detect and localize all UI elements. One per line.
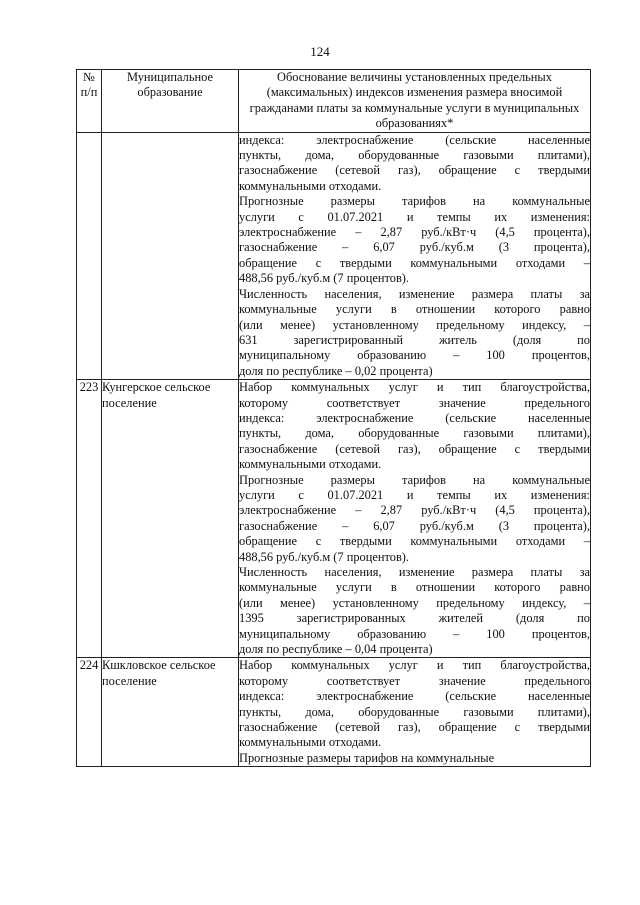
text-line: (или менее) установленному предельному индексу, – <box>239 317 590 332</box>
row-number: 223 <box>77 380 102 658</box>
text-line: Численность населения, изменение размера платы за <box>239 565 590 579</box>
justification-cell <box>239 380 591 658</box>
justification-paragraph <box>239 658 590 750</box>
table-row <box>77 658 591 767</box>
text-line: пункты, дома, оборудованные газовыми плитами), <box>239 148 590 163</box>
text-line: электроснабжение – 2,87 руб./кВт·ч (4,5 процента), <box>239 503 590 518</box>
justification-cell <box>239 658 591 767</box>
table-header-row <box>77 70 591 133</box>
text-line: пункты, дома, оборудованные газовыми плитами), <box>239 426 590 441</box>
text-line: услуги с 01.07.2021 и темпы их изменения: <box>239 209 590 224</box>
text-line: газоснабжение – 6,07 руб./куб.м (3 процента), <box>239 518 590 533</box>
text-line: муниципальному образованию – 100 процентов, <box>239 348 590 363</box>
text-line: обращение с твердыми коммунальными отходами – <box>239 534 590 549</box>
text-line: пункты, дома, оборудованные газовыми плитами), <box>239 704 590 719</box>
text-line: услуги с 01.07.2021 и темпы их изменения: <box>239 487 590 502</box>
text-line: доля по республике – 0,02 процента) <box>239 363 433 378</box>
text-line: обращение с твердыми коммунальными отходами – <box>239 255 590 270</box>
text-line: Численность населения, изменение размера платы за <box>239 286 590 301</box>
header-num: № п/п <box>77 70 102 133</box>
row-number: 224 <box>77 658 102 767</box>
text-line: муниципальному образованию – 100 процентов, <box>239 626 590 641</box>
text-line: которому соответствует значение предельного <box>239 395 590 410</box>
text-line: коммунальные услуги в отношении которого равно <box>239 302 590 317</box>
municipality-name <box>102 132 239 380</box>
justification-paragraph <box>239 194 590 286</box>
text-line: 631 зарегистрированный житель (доля по <box>239 332 590 347</box>
text-line: Набор коммунальных услуг и тип благоустройства, <box>239 658 590 673</box>
text-line: Прогнозные размеры тарифов на коммунальные <box>239 750 495 765</box>
header-justification: Обоснование величины установленных предельных (максимальных) индексов изменения размера вносимой гражданами платы за коммунальные услуги в муниципальных образованиях* <box>239 70 591 133</box>
text-line: 488,56 руб./куб.м (7 процентов). <box>239 271 410 286</box>
text-line: коммунальными отходами. <box>239 178 382 193</box>
table-row <box>77 132 591 380</box>
tariff-table <box>76 69 591 767</box>
justification-paragraph <box>239 473 590 565</box>
text-line: 1395 зарегистрированных жителей (доля по <box>239 611 590 626</box>
table-row <box>77 380 591 658</box>
page-number: 124 <box>310 44 330 59</box>
text-line: коммунальными отходами. <box>239 735 382 750</box>
text-line: Набор коммунальных услуг и тип благоустройства, <box>239 380 590 395</box>
justification-paragraph <box>239 287 590 379</box>
text-line: газоснабжение (сетевой газ), обращение с твердыми <box>239 441 590 456</box>
text-line: электроснабжение – 2,87 руб./кВт·ч (4,5 процента), <box>239 225 590 240</box>
row-number <box>77 132 102 380</box>
text-line: Прогнозные размеры тарифов на коммунальные <box>239 194 590 209</box>
text-line: которому соответствует значение предельного <box>239 673 590 688</box>
text-line: газоснабжение – 6,07 руб./куб.м (3 процента), <box>239 240 590 255</box>
text-line: индекса: электроснабжение (сельские населенные <box>239 132 590 147</box>
municipality-name: Кшкловское сельское поселение <box>102 658 239 767</box>
text-line: газоснабжение (сетевой газ), обращение с твердыми <box>239 163 590 178</box>
justification-cell <box>239 132 591 380</box>
text-line: газоснабжение (сетевой газ), обращение с твердыми <box>239 720 590 735</box>
text-line: коммунальными отходами. <box>239 457 382 472</box>
justification-paragraph <box>239 565 590 657</box>
header-municipality: Муниципальное образование <box>102 70 239 133</box>
justification-paragraph <box>239 380 590 472</box>
justification-paragraph <box>239 133 590 195</box>
text-line: индекса: электроснабжение (сельские населенные <box>239 689 590 704</box>
municipality-name: Кунгерское сельское поселение <box>102 380 239 658</box>
text-line: Прогнозные размеры тарифов на коммунальные <box>239 472 590 487</box>
text-line: (или менее) установленному предельному индексу, – <box>239 595 590 610</box>
text-line: 488,56 руб./куб.м (7 процентов). <box>239 549 410 564</box>
text-line: доля по республике – 0,04 процента) <box>239 642 433 657</box>
text-line: коммунальные услуги в отношении которого равно <box>239 580 590 595</box>
justification-paragraph <box>239 751 590 766</box>
text-line: индекса: электроснабжение (сельские населенные <box>239 410 590 425</box>
